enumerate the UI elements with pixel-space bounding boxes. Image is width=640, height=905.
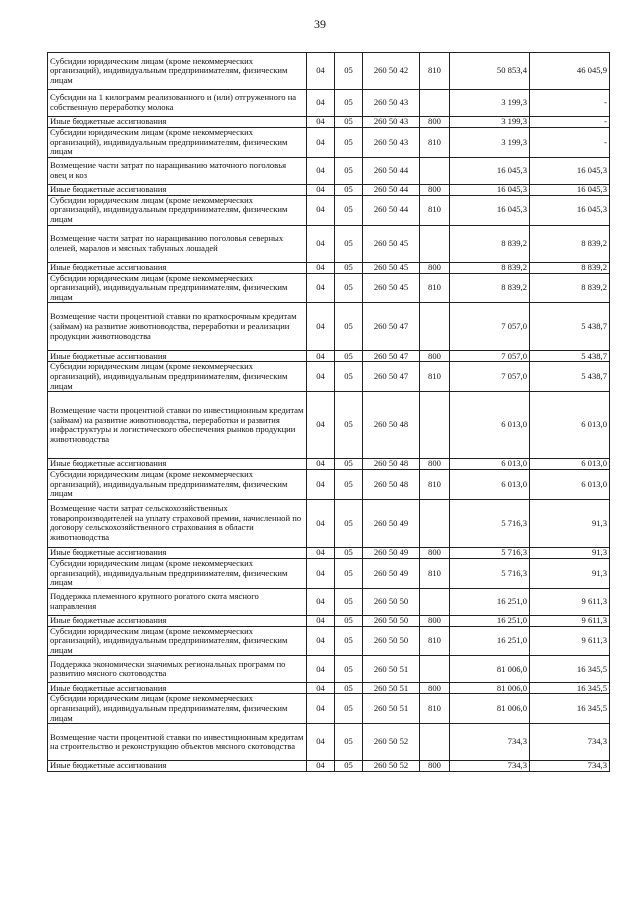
section-code-cell: 04	[307, 157, 335, 184]
row-name-cell: Иные бюджетные ассигнования	[48, 459, 307, 470]
row-name-cell: Субсидии юридическим лицам (кроме некоммерческих организаций), индивидуальным предпринимателям, физическим лицам	[48, 53, 307, 90]
amount-1-cell: 81 006,0	[450, 683, 530, 694]
target-article-cell: 260 50 47	[363, 362, 420, 392]
target-article-cell: 260 50 52	[363, 761, 420, 772]
section-code-cell: 04	[307, 90, 335, 117]
amount-1-cell: 50 853,4	[450, 53, 530, 90]
subsection-code-cell: 05	[335, 128, 363, 158]
table-row	[48, 392, 610, 459]
section-code-cell: 04	[307, 626, 335, 656]
amount-2-cell: 8 839,2	[530, 273, 610, 303]
expense-type-cell: 800	[420, 615, 450, 626]
expense-type-cell	[420, 225, 450, 262]
subsection-code-cell: 05	[335, 626, 363, 656]
row-name-cell: Субсидии юридическим лицам (кроме некоммерческих организаций), индивидуальным предпринимателям, физическим лицам	[48, 362, 307, 392]
target-article-cell: 260 50 50	[363, 626, 420, 656]
amount-2-cell: 5 438,7	[530, 303, 610, 351]
table-row	[48, 470, 610, 500]
table-row	[48, 459, 610, 470]
expense-type-cell: 800	[420, 351, 450, 362]
expense-type-cell: 800	[420, 184, 450, 195]
table-row	[48, 53, 610, 90]
row-name-cell: Субсидии юридическим лицам (кроме некоммерческих организаций), индивидуальным предпринимателям, физическим лицам	[48, 470, 307, 500]
target-article-cell: 260 50 51	[363, 656, 420, 683]
subsection-code-cell: 05	[335, 303, 363, 351]
amount-1-cell: 16 251,0	[450, 626, 530, 656]
section-code-cell: 04	[307, 547, 335, 558]
table-row	[48, 656, 610, 683]
row-name-cell: Возмещение части затрат сельскохозяйственных товаропроизводителей на уплату страховой премии, начисленной по договору сельскохозяйственного страхования в области животноводства	[48, 499, 307, 547]
row-name-cell: Возмещение части процентной ставки по инвестиционным кредитам (займам) на развитие животноводства, переработки и развития инфраструктуры и логистического обеспечения рынков продукции животноводства	[48, 392, 307, 459]
amount-2-cell: -	[530, 128, 610, 158]
amount-2-cell: 734,3	[530, 724, 610, 761]
amount-1-cell: 5 716,3	[450, 558, 530, 588]
amount-1-cell: 3 199,3	[450, 128, 530, 158]
row-name-cell: Субсидии на 1 килограмм реализованного и (или) отгруженного на собственную переработку молока	[48, 90, 307, 117]
amount-2-cell: 16 345,5	[530, 694, 610, 724]
subsection-code-cell: 05	[335, 157, 363, 184]
amount-1-cell: 81 006,0	[450, 656, 530, 683]
target-article-cell: 260 50 50	[363, 615, 420, 626]
target-article-cell: 260 50 49	[363, 499, 420, 547]
amount-2-cell: 5 438,7	[530, 362, 610, 392]
table-row	[48, 362, 610, 392]
table-row	[48, 615, 610, 626]
subsection-code-cell: 05	[335, 262, 363, 273]
expense-type-cell: 800	[420, 117, 450, 128]
target-article-cell: 260 50 44	[363, 184, 420, 195]
amount-2-cell: 91,3	[530, 499, 610, 547]
section-code-cell: 04	[307, 273, 335, 303]
row-name-cell: Поддержка племенного крупного рогатого скота мясного направления	[48, 588, 307, 615]
amount-1-cell: 3 199,3	[450, 90, 530, 117]
expense-type-cell	[420, 90, 450, 117]
expense-type-cell: 810	[420, 128, 450, 158]
target-article-cell: 260 50 48	[363, 392, 420, 459]
amount-1-cell: 16 045,3	[450, 195, 530, 225]
section-code-cell: 04	[307, 362, 335, 392]
amount-2-cell: 8 839,2	[530, 225, 610, 262]
amount-2-cell: 91,3	[530, 547, 610, 558]
expense-type-cell: 810	[420, 273, 450, 303]
expense-type-cell: 810	[420, 195, 450, 225]
table-body	[48, 53, 610, 772]
section-code-cell: 04	[307, 694, 335, 724]
target-article-cell: 260 50 49	[363, 547, 420, 558]
section-code-cell: 04	[307, 615, 335, 626]
target-article-cell: 260 50 45	[363, 262, 420, 273]
target-article-cell: 260 50 44	[363, 195, 420, 225]
row-name-cell: Иные бюджетные ассигнования	[48, 117, 307, 128]
amount-2-cell: 16 345,5	[530, 656, 610, 683]
expense-type-cell: 800	[420, 683, 450, 694]
table-row	[48, 694, 610, 724]
expense-type-cell	[420, 392, 450, 459]
expense-type-cell	[420, 303, 450, 351]
subsection-code-cell: 05	[335, 761, 363, 772]
section-code-cell: 04	[307, 499, 335, 547]
section-code-cell: 04	[307, 303, 335, 351]
target-article-cell: 260 50 44	[363, 157, 420, 184]
section-code-cell: 04	[307, 761, 335, 772]
amount-1-cell: 6 013,0	[450, 392, 530, 459]
target-article-cell: 260 50 52	[363, 724, 420, 761]
row-name-cell: Иные бюджетные ассигнования	[48, 184, 307, 195]
row-name-cell: Возмещение части процентной ставки по инвестиционным кредитам на строительство и реконструкцию объектов мясного скотоводства	[48, 724, 307, 761]
target-article-cell: 260 50 50	[363, 588, 420, 615]
amount-1-cell: 734,3	[450, 761, 530, 772]
amount-1-cell: 8 839,2	[450, 225, 530, 262]
amount-2-cell: 46 045,9	[530, 53, 610, 90]
expense-type-cell: 810	[420, 558, 450, 588]
page-number: 39	[314, 17, 326, 31]
subsection-code-cell: 05	[335, 547, 363, 558]
row-name-cell: Субсидии юридическим лицам (кроме некоммерческих организаций), индивидуальным предпринимателям, физическим лицам	[48, 195, 307, 225]
amount-1-cell: 81 006,0	[450, 694, 530, 724]
row-name-cell: Субсидии юридическим лицам (кроме некоммерческих организаций), индивидуальным предпринимателям, физическим лицам	[48, 694, 307, 724]
row-name-cell: Субсидии юридическим лицам (кроме некоммерческих организаций), индивидуальным предпринимателям, физическим лицам	[48, 558, 307, 588]
target-article-cell: 260 50 43	[363, 117, 420, 128]
subsection-code-cell: 05	[335, 53, 363, 90]
section-code-cell: 04	[307, 470, 335, 500]
amount-2-cell: 9 611,3	[530, 615, 610, 626]
subsection-code-cell: 05	[335, 392, 363, 459]
expense-type-cell: 800	[420, 547, 450, 558]
target-article-cell: 260 50 51	[363, 683, 420, 694]
target-article-cell: 260 50 47	[363, 303, 420, 351]
section-code-cell: 04	[307, 117, 335, 128]
amount-1-cell: 7 057,0	[450, 351, 530, 362]
expense-type-cell: 800	[420, 262, 450, 273]
row-name-cell: Иные бюджетные ассигнования	[48, 683, 307, 694]
row-name-cell: Иные бюджетные ассигнования	[48, 547, 307, 558]
expense-type-cell	[420, 157, 450, 184]
section-code-cell: 04	[307, 351, 335, 362]
target-article-cell: 260 50 49	[363, 558, 420, 588]
subsection-code-cell: 05	[335, 656, 363, 683]
subsection-code-cell: 05	[335, 499, 363, 547]
row-name-cell: Иные бюджетные ассигнования	[48, 615, 307, 626]
table-row	[48, 683, 610, 694]
target-article-cell: 260 50 43	[363, 90, 420, 117]
amount-1-cell: 7 057,0	[450, 303, 530, 351]
table-row	[48, 761, 610, 772]
target-article-cell: 260 50 48	[363, 470, 420, 500]
amount-1-cell: 7 057,0	[450, 362, 530, 392]
section-code-cell: 04	[307, 128, 335, 158]
amount-1-cell: 3 199,3	[450, 117, 530, 128]
amount-1-cell: 16 251,0	[450, 588, 530, 615]
section-code-cell: 04	[307, 724, 335, 761]
amount-1-cell: 8 839,2	[450, 262, 530, 273]
amount-2-cell: 6 013,0	[530, 470, 610, 500]
subsection-code-cell: 05	[335, 558, 363, 588]
amount-2-cell: 5 438,7	[530, 351, 610, 362]
amount-2-cell: 6 013,0	[530, 392, 610, 459]
target-article-cell: 260 50 48	[363, 459, 420, 470]
table-row	[48, 547, 610, 558]
table-row	[48, 262, 610, 273]
table-row	[48, 128, 610, 158]
subsection-code-cell: 05	[335, 195, 363, 225]
expense-type-cell: 800	[420, 761, 450, 772]
subsection-code-cell: 05	[335, 615, 363, 626]
subsection-code-cell: 05	[335, 683, 363, 694]
subsection-code-cell: 05	[335, 225, 363, 262]
section-code-cell: 04	[307, 53, 335, 90]
table-row	[48, 225, 610, 262]
expense-type-cell: 810	[420, 626, 450, 656]
section-code-cell: 04	[307, 392, 335, 459]
table-row	[48, 626, 610, 656]
subsection-code-cell: 05	[335, 351, 363, 362]
subsection-code-cell: 05	[335, 588, 363, 615]
row-name-cell: Возмещение части затрат по наращиванию поголовья северных оленей, маралов и мясных табунных лошадей	[48, 225, 307, 262]
amount-1-cell: 16 045,3	[450, 184, 530, 195]
subsection-code-cell: 05	[335, 184, 363, 195]
subsection-code-cell: 05	[335, 694, 363, 724]
expense-type-cell	[420, 588, 450, 615]
section-code-cell: 04	[307, 262, 335, 273]
table-row	[48, 117, 610, 128]
amount-2-cell: 734,3	[530, 761, 610, 772]
table-row	[48, 499, 610, 547]
row-name-cell: Субсидии юридическим лицам (кроме некоммерческих организаций), индивидуальным предпринимателям, физическим лицам	[48, 626, 307, 656]
row-name-cell: Иные бюджетные ассигнования	[48, 351, 307, 362]
section-code-cell: 04	[307, 459, 335, 470]
expense-type-cell: 810	[420, 694, 450, 724]
section-code-cell: 04	[307, 588, 335, 615]
amount-2-cell: 9 611,3	[530, 626, 610, 656]
target-article-cell: 260 50 45	[363, 225, 420, 262]
target-article-cell: 260 50 47	[363, 351, 420, 362]
table-row	[48, 351, 610, 362]
row-name-cell: Субсидии юридическим лицам (кроме некоммерческих организаций), индивидуальным предпринимателям, физическим лицам	[48, 128, 307, 158]
subsection-code-cell: 05	[335, 273, 363, 303]
row-name-cell: Поддержка экономически значимых региональных программ по развитию мясного скотоводства	[48, 656, 307, 683]
table-row	[48, 195, 610, 225]
subsection-code-cell: 05	[335, 724, 363, 761]
table-row	[48, 157, 610, 184]
table-row	[48, 588, 610, 615]
row-name-cell: Возмещение части процентной ставки по краткосрочным кредитам (займам) на развитие животноводства, переработки и реализации продукции животноводства	[48, 303, 307, 351]
amount-1-cell: 8 839,2	[450, 273, 530, 303]
section-code-cell: 04	[307, 558, 335, 588]
amount-1-cell: 6 013,0	[450, 470, 530, 500]
table-row	[48, 184, 610, 195]
amount-1-cell: 5 716,3	[450, 499, 530, 547]
amount-1-cell: 5 716,3	[450, 547, 530, 558]
subsection-code-cell: 05	[335, 362, 363, 392]
target-article-cell: 260 50 42	[363, 53, 420, 90]
amount-1-cell: 734,3	[450, 724, 530, 761]
row-name-cell: Иные бюджетные ассигнования	[48, 761, 307, 772]
expense-type-cell	[420, 499, 450, 547]
amount-2-cell: 16 045,3	[530, 195, 610, 225]
target-article-cell: 260 50 43	[363, 128, 420, 158]
amount-2-cell: 9 611,3	[530, 588, 610, 615]
table-row	[48, 303, 610, 351]
target-article-cell: 260 50 45	[363, 273, 420, 303]
section-code-cell: 04	[307, 683, 335, 694]
section-code-cell: 04	[307, 184, 335, 195]
section-code-cell: 04	[307, 195, 335, 225]
subsection-code-cell: 05	[335, 117, 363, 128]
amount-2-cell: 16 345,5	[530, 683, 610, 694]
amount-1-cell: 16 251,0	[450, 615, 530, 626]
amount-2-cell: -	[530, 90, 610, 117]
subsection-code-cell: 05	[335, 90, 363, 117]
row-name-cell: Иные бюджетные ассигнования	[48, 262, 307, 273]
subsection-code-cell: 05	[335, 459, 363, 470]
expense-type-cell: 810	[420, 53, 450, 90]
table-row	[48, 724, 610, 761]
budget-table	[47, 52, 610, 772]
expense-type-cell	[420, 656, 450, 683]
amount-1-cell: 6 013,0	[450, 459, 530, 470]
amount-2-cell: 91,3	[530, 558, 610, 588]
table-row	[48, 273, 610, 303]
amount-2-cell: 6 013,0	[530, 459, 610, 470]
table-row	[48, 558, 610, 588]
expense-type-cell: 810	[420, 470, 450, 500]
expense-type-cell: 810	[420, 362, 450, 392]
target-article-cell: 260 50 51	[363, 694, 420, 724]
amount-1-cell: 16 045,3	[450, 157, 530, 184]
expense-type-cell: 800	[420, 459, 450, 470]
row-name-cell: Субсидии юридическим лицам (кроме некоммерческих организаций), индивидуальным предпринимателям, физическим лицам	[48, 273, 307, 303]
expense-type-cell	[420, 724, 450, 761]
amount-2-cell: 8 839,2	[530, 262, 610, 273]
amount-2-cell: 16 045,3	[530, 184, 610, 195]
amount-2-cell: -	[530, 117, 610, 128]
section-code-cell: 04	[307, 225, 335, 262]
table-row	[48, 90, 610, 117]
amount-2-cell: 16 045,3	[530, 157, 610, 184]
row-name-cell: Возмещение части затрат по наращиванию маточного поголовья овец и коз	[48, 157, 307, 184]
section-code-cell: 04	[307, 656, 335, 683]
subsection-code-cell: 05	[335, 470, 363, 500]
